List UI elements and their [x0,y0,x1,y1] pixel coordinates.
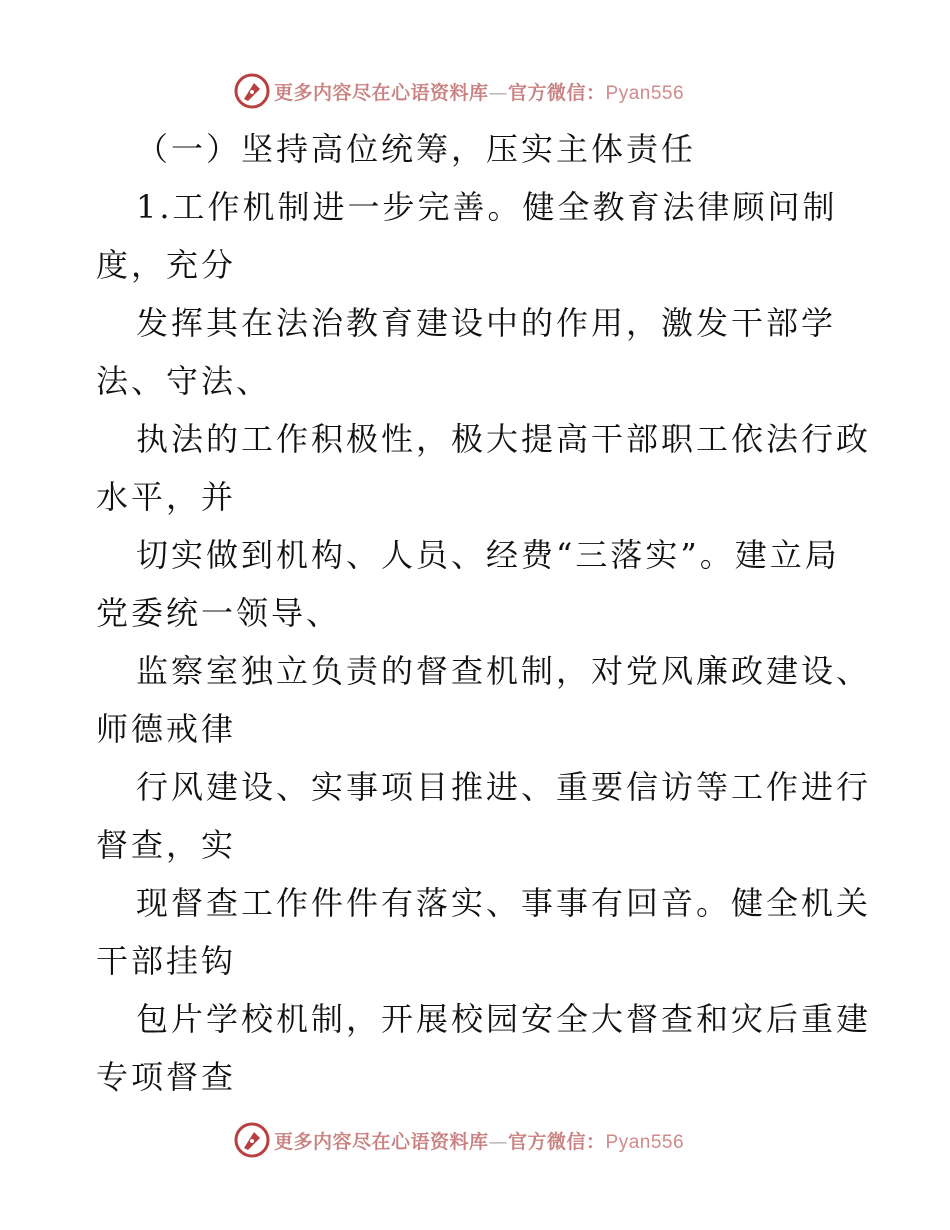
paragraph-line: 专项督查 [96,1058,237,1096]
banner-wechat-label: 官方微信： [508,81,606,104]
banner-text [274,78,684,105]
footer-banner [234,1120,754,1160]
paragraph-line: 党委统一领导、 [96,594,342,632]
section-heading: （一）坚持高位统筹，压实主体责任 [136,130,697,168]
paragraph-line: 师德戒律 [96,710,237,748]
banner-text [274,1127,684,1154]
header-banner [234,71,754,111]
paragraph-line: 干部挂钩 [96,942,237,980]
paragraph-line: 督查，实 [96,826,237,864]
paragraph-line: 法、守法、 [96,362,272,400]
paragraph-line: 切实做到机构、人员、经费“三落实”。建立局 [136,536,840,574]
document-body [96,120,872,1106]
paragraph-line: 行风建设、实事项目推进、重要信访等工作进行 [136,768,872,806]
paragraph-line: 监察室独立负责的督查机制，对党风廉政建设、 [136,652,872,690]
banner-wechat-id: Pyan556 [605,82,685,104]
banner-title: 更多内容尽在心语资料库 [274,81,489,104]
banner-title: 更多内容尽在心语资料库 [274,1130,489,1153]
paragraph-line: 执法的工作积极性，极大提高干部职工依法行政 [136,420,872,458]
banner-separator: — [488,1130,509,1153]
pen-nib-logo-icon [234,73,270,109]
banner-wechat-id: Pyan556 [605,1131,685,1153]
pen-nib-logo-icon [234,1122,270,1158]
banner-wechat-label: 官方微信： [508,1130,606,1153]
paragraph-line: 水平，并 [96,478,237,516]
paragraph-line: 现督查工作件件有落实、事事有回音。健全机关 [136,884,872,922]
banner-separator: — [488,81,509,104]
paragraph-line: 度，充分 [96,246,237,284]
paragraph-line: 包片学校机制，开展校园安全大督查和灾后重建 [136,1000,872,1038]
paragraph-line: 发挥其在法治教育建设中的作用，激发干部学 [136,304,837,342]
paragraph-line: 1.工作机制进一步完善。健全教育法律顾问制 [136,188,838,226]
